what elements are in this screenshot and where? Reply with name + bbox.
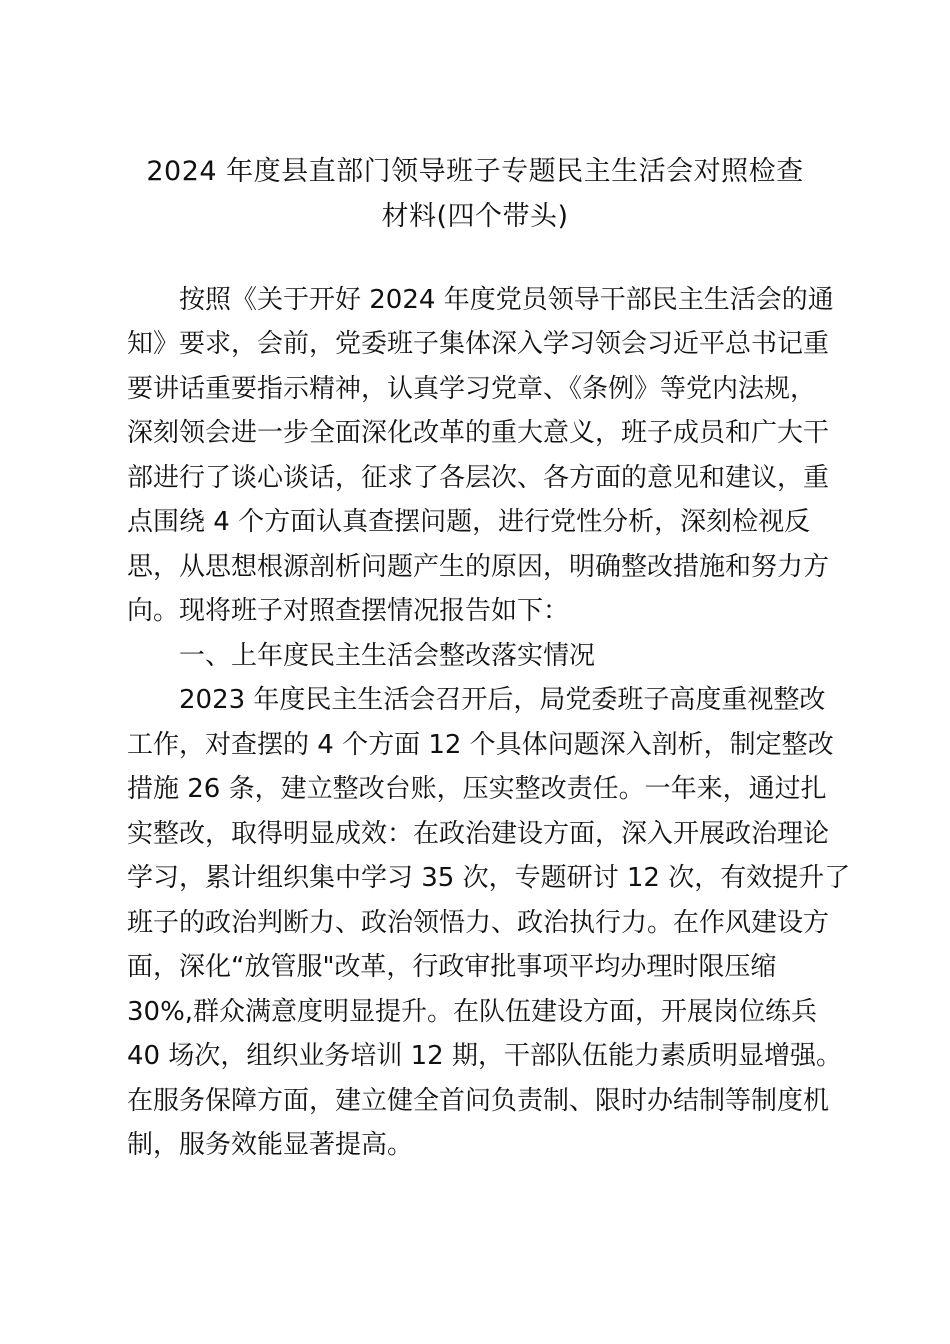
section-paragraph-line: 学习，累计组织集中学习 35 次，专题研讨 12 次，有效提升了 (127, 863, 851, 893)
document-title-line-2: 材料(四个带头) (381, 201, 569, 232)
section-paragraph-line: 工作，对查摆的 4 个方面 12 个具体问题深入剖析，制定整改 (127, 730, 834, 760)
section-paragraph-line: 2023 年度民主生活会召开后，局党委班子高度重视整改 (179, 685, 826, 715)
section-paragraph-line: 面，深化“放管服"改革，行政审批事项平均办理时限压缩 (127, 952, 777, 982)
section-paragraph-line: 制，服务效能显著提高。 (127, 1130, 414, 1160)
intro-paragraph-line: 知》要求，会前，党委班子集体深入学习领会习近平总书记重 (127, 329, 830, 359)
section-paragraph-line: 在服务保障方面，建立健全首问负责制、限时办结制等制度机 (127, 1086, 830, 1116)
section-paragraph-line: 措施 26 条，建立整改台账，压实整改责任。一年来，通过扎 (127, 774, 827, 804)
intro-paragraph-line: 要讲话重要指示精神，认真学习党章、《条例》等党内法规， (127, 374, 817, 404)
section-paragraph-line: 40 场次，组织业务培训 12 期，干部队伍能力素质明显增强。 (127, 1041, 842, 1071)
intro-paragraph-line: 思，从思想根源剖析问题产生的原因，明确整改措施和努力方 (127, 552, 830, 582)
intro-paragraph-line: 深刻领会进一步全面深化改革的重大意义，班子成员和广大干 (127, 418, 830, 448)
intro-paragraph-line: 按照《关于开好 2024 年度党员领导干部民主生活会的通 (179, 285, 834, 315)
intro-paragraph-line: 点围绕 4 个方面认真查摆问题，进行党性分析，深刻检视反 (127, 507, 811, 537)
section-heading: 一、上年度民主生活会整改落实情况 (179, 641, 596, 671)
document-title-line-1: 2024 年度县直部门领导班子专题民主生活会对照检查 (146, 156, 804, 187)
intro-paragraph-line: 向。现将班子对照查摆情况报告如下： (127, 596, 570, 626)
section-paragraph-line: 班子的政治判断力、政治领悟力、政治执行力。在作风建设方 (127, 908, 830, 938)
intro-paragraph-line: 部进行了谈心谈话，征求了各层次、各方面的意见和建议，重 (127, 463, 830, 493)
section-paragraph-line: 30%,群众满意度明显提升。在队伍建设方面，开展岗位练兵 (127, 997, 818, 1027)
section-paragraph-line: 实整改，取得明显成效：在政治建设方面，深入开展政治理论 (127, 819, 830, 849)
